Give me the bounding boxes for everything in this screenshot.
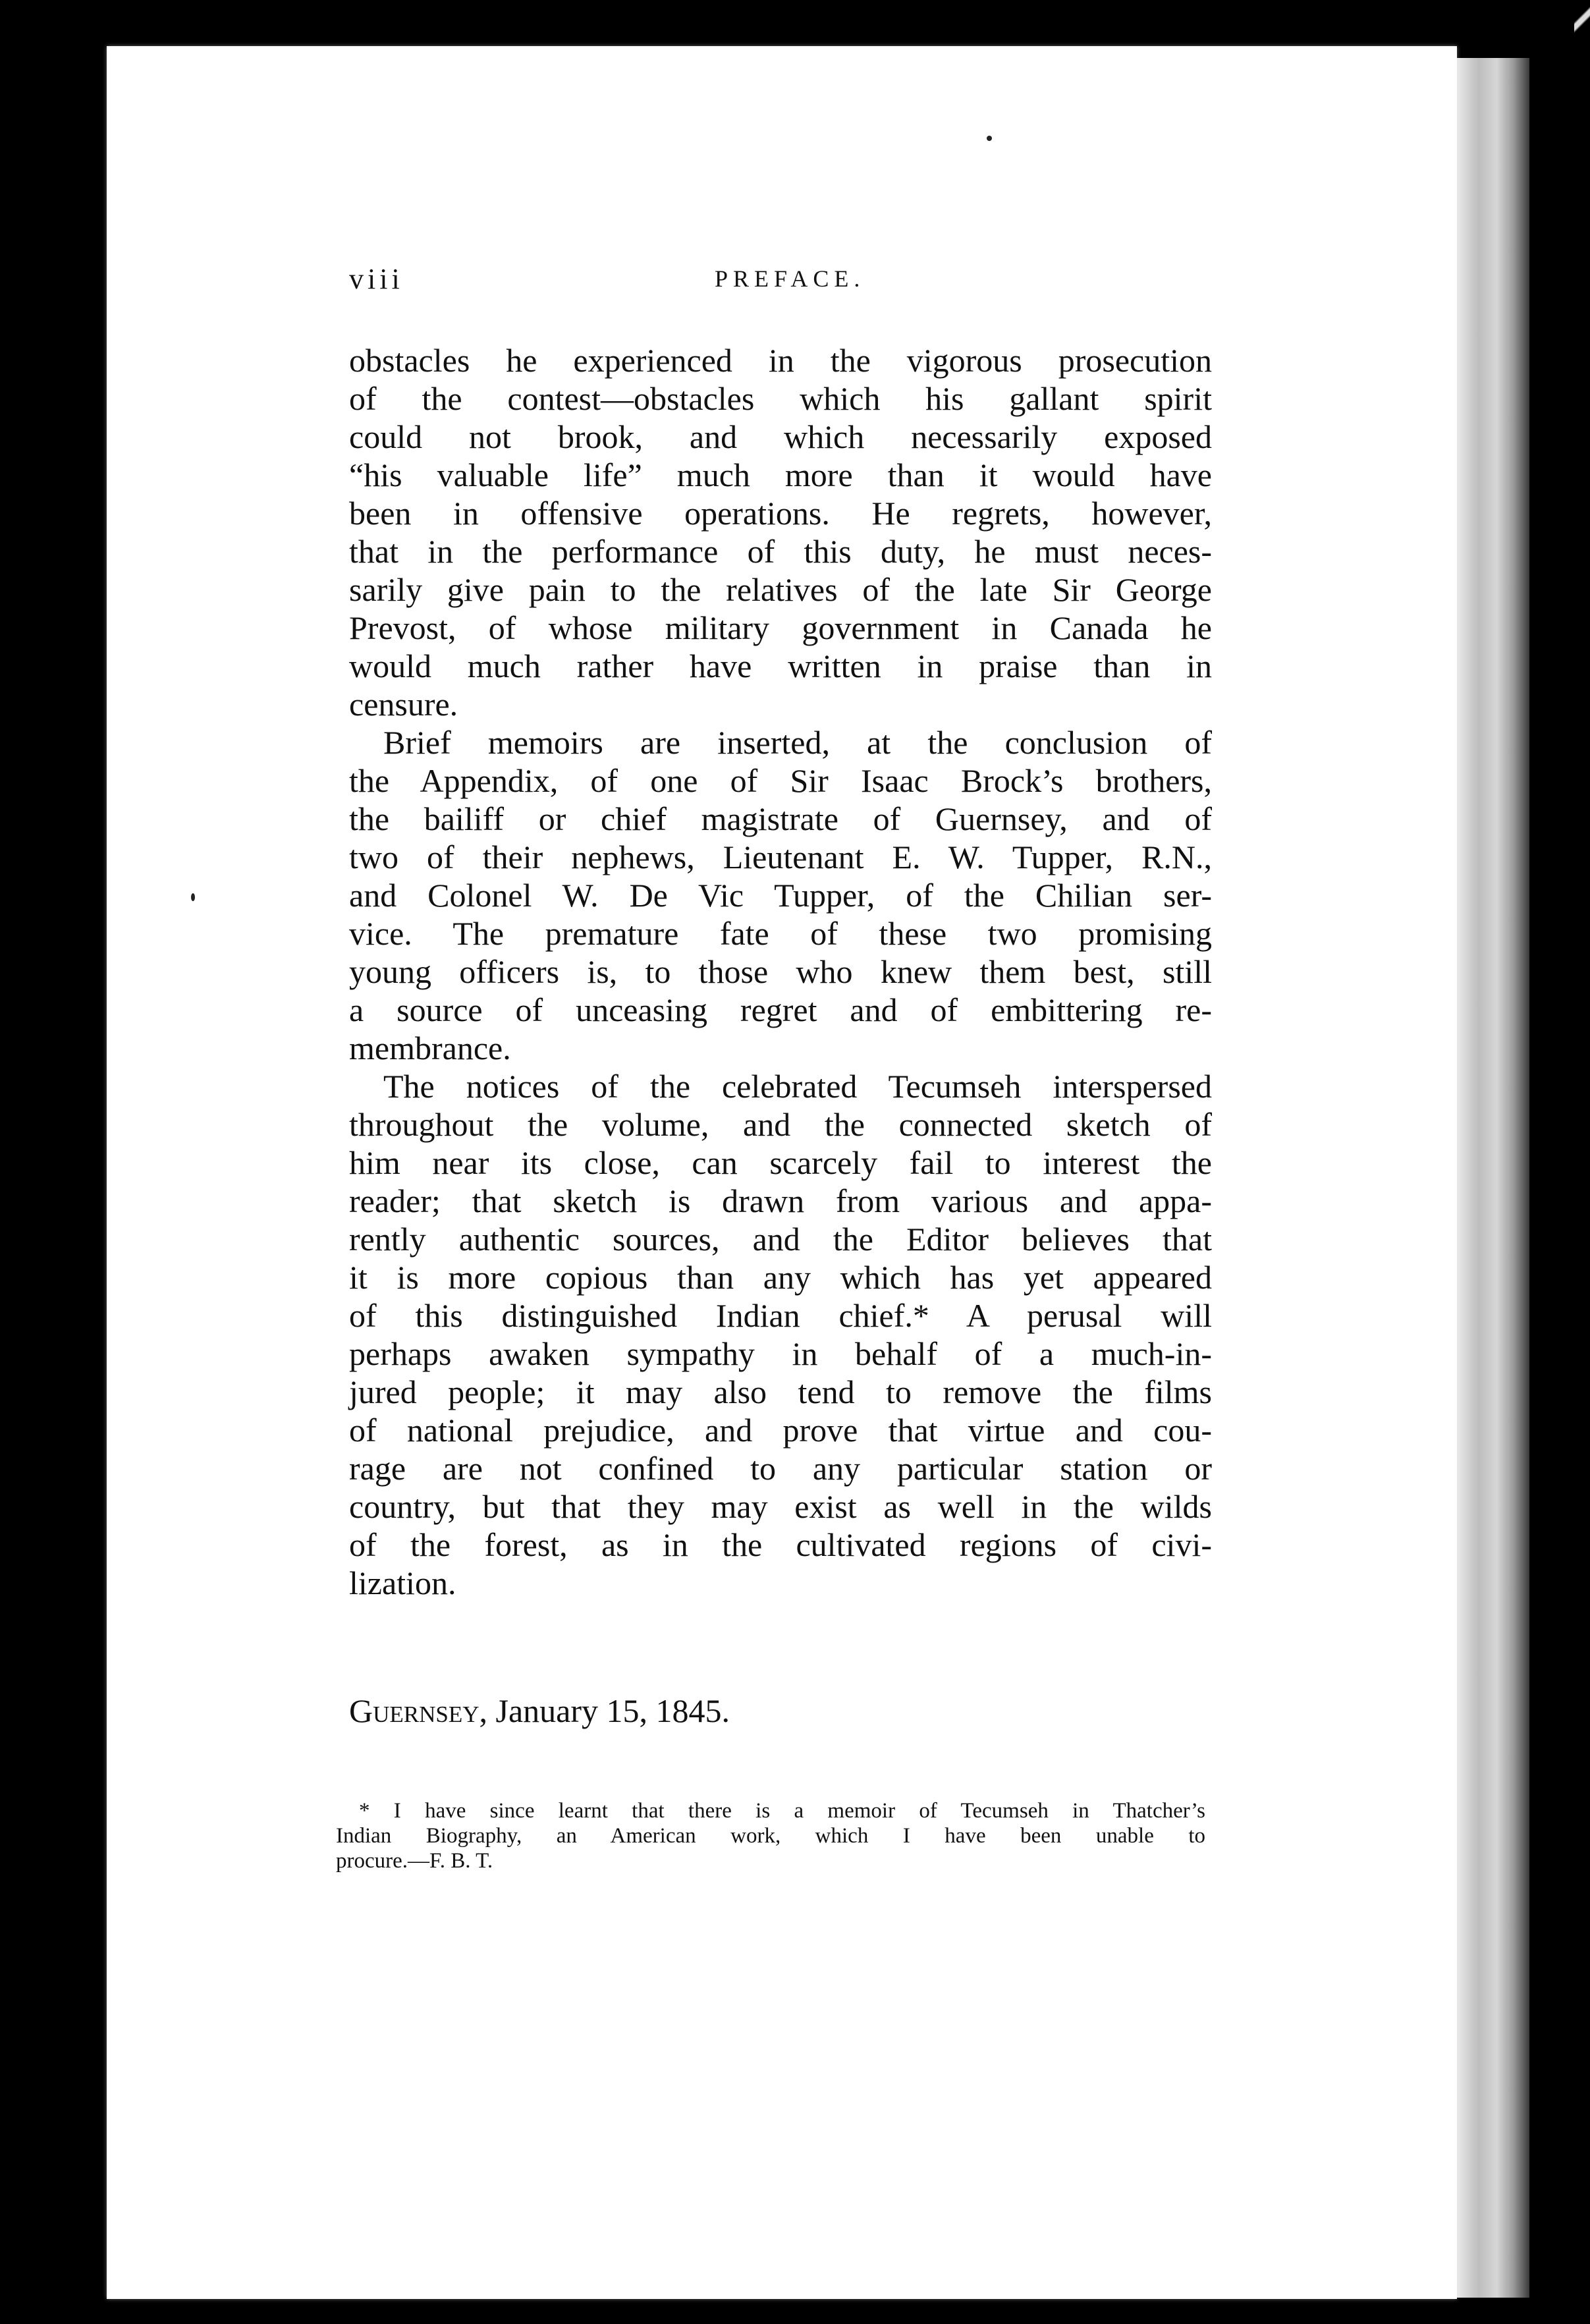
place-date-line xyxy=(349,1692,730,1730)
text-line: of this distinguished Indian chief.* A perusal will xyxy=(349,1297,1212,1334)
footnote-line: * I have since learnt that there is a memoir of Tecumseh in Thatcher’s xyxy=(359,1799,1205,1823)
text-line: two of their nephews, Lieutenant E. W. Tupper, R.N., xyxy=(349,839,1212,875)
text-line: reader; that sketch is drawn from various and appa- xyxy=(349,1182,1212,1219)
text-line: vice. The premature fate of these two promising xyxy=(349,915,1212,952)
text-line: the Appendix, of one of Sir Isaac Brock’s brothers, xyxy=(349,762,1212,799)
text-line: young officers is, to those who knew them best, still xyxy=(349,953,1212,990)
text-line: rage are not confined to any particular station or xyxy=(349,1450,1212,1487)
text-line: rently authentic sources, and the Editor believes that xyxy=(349,1221,1212,1258)
text-line: him near its close, can scarcely fail to interest the xyxy=(349,1144,1212,1181)
scan-speck xyxy=(987,136,992,141)
text-line: obstacles he experienced in the vigorous prosecution xyxy=(349,342,1212,379)
text-line: could not brook, and which necessarily exposed xyxy=(349,418,1212,455)
text-line: Brief memoirs are inserted, at the conclusion of xyxy=(383,724,1212,761)
text-line: membrance. xyxy=(349,1030,511,1066)
text-line: throughout the volume, and the connected sketch of xyxy=(349,1106,1212,1143)
text-line: sarily give pain to the relatives of the late Sir George xyxy=(349,571,1212,608)
text-line: perhaps awaken sympathy in behalf of a much-in- xyxy=(349,1335,1212,1372)
text-line: of the forest, as in the cultivated regions of civi- xyxy=(349,1526,1212,1563)
text-line: the bailiff or chief magistrate of Guernsey, and of xyxy=(349,800,1212,837)
signature-place: Guernsey, xyxy=(349,1692,488,1729)
scan-speck xyxy=(191,893,195,901)
text-line: that in the performance of this duty, he must neces- xyxy=(349,533,1212,570)
text-line: Prevost, of whose military government in Canada he xyxy=(349,609,1212,646)
text-line: country, but that they may exist as well in the wilds xyxy=(349,1488,1212,1525)
text-line: of the contest—obstacles which his gallant spirit xyxy=(349,380,1212,417)
footnote-line: procure.—F. B. T. xyxy=(336,1849,493,1873)
running-head: PREFACE. xyxy=(715,265,865,292)
text-line: would much rather have written in praise than in xyxy=(349,648,1212,684)
text-line: of national prejudice, and prove that virtue and cou- xyxy=(349,1412,1212,1449)
text-line: and Colonel W. De Vic Tupper, of the Chilian ser- xyxy=(349,877,1212,914)
text-line: “his valuable life” much more than it would have xyxy=(349,456,1212,493)
page-number: viii xyxy=(349,263,404,295)
text-line: jured people; it may also tend to remove the films xyxy=(349,1373,1212,1410)
scan-corner-artifact xyxy=(1574,0,1590,40)
text-line: lization. xyxy=(349,1564,456,1601)
text-line: been in offensive operations. He regrets, however, xyxy=(349,495,1212,532)
signature-date: January 15, 1845. xyxy=(495,1692,730,1729)
text-line: it is more copious than any which has yet appeared xyxy=(349,1259,1212,1296)
text-line: a source of unceasing regret and of embittering re- xyxy=(349,991,1212,1028)
text-line: The notices of the celebrated Tecumseh interspersed xyxy=(383,1068,1212,1105)
footnote-line: Indian Biography, an American work, which I have been unable to xyxy=(336,1824,1205,1848)
text-line: censure. xyxy=(349,686,458,723)
page-edge-shadow xyxy=(1457,58,1529,2298)
